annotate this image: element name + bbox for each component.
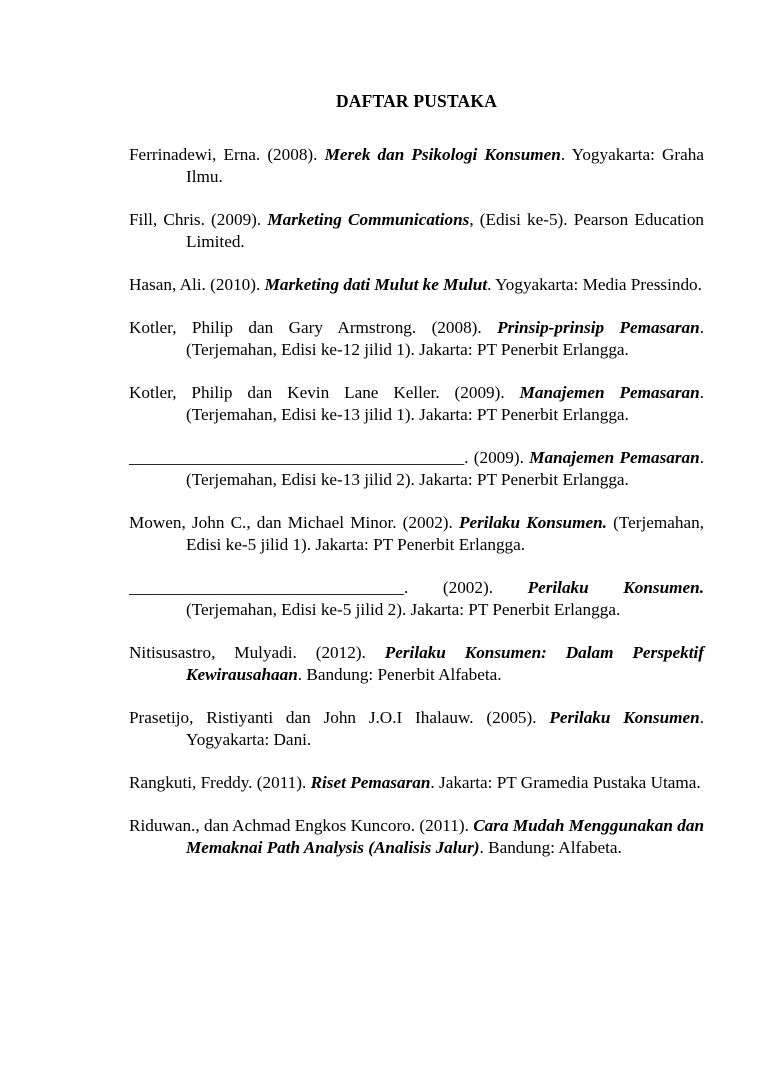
reference-author-year: Riduwan., dan Achmad Engkos Kuncoro. (2011).: [129, 816, 474, 835]
reference-entry: [129, 382, 704, 426]
reference-list: [129, 144, 704, 880]
reference-entry: [129, 274, 704, 296]
reference-title: Riset Pemasaran: [310, 773, 431, 792]
reference-author-year: Prasetijo, Ristiyanti dan John J.O.I Ihalauw. (2005).: [129, 708, 550, 727]
reference-title: Perilaku Konsumen: Dalam Perspektif Kewirausahaan: [186, 643, 704, 684]
reference-title: Cara Mudah Menggunakan dan Memaknai Path Analysis (Analisis Jalur): [186, 816, 704, 857]
reference-entry: [129, 447, 704, 491]
reference-entry: [129, 815, 704, 859]
reference-publisher: . Bandung: Penerbit Alfabeta.: [297, 665, 502, 684]
reference-author-year: Mowen, John C., dan Michael Minor. (2002).: [129, 513, 459, 532]
reference-entry: [129, 577, 704, 621]
reference-author-year: _______________________________________. (2009).: [129, 448, 530, 467]
reference-title: Perilaku Konsumen.: [527, 578, 704, 597]
reference-title: Merek dan Psikologi Konsumen: [324, 145, 561, 164]
reference-title: Manajemen Pemasaran: [519, 383, 700, 402]
page-title: DAFTAR PUSTAKA: [335, 91, 498, 111]
reference-title: Perilaku Konsumen.: [458, 513, 607, 532]
reference-publisher: (Terjemahan, Edisi ke-5 jilid 1). Jakarta: PT Penerbit Erlangga.: [186, 513, 704, 554]
reference-author-year: Hasan, Ali. (2010).: [129, 275, 265, 294]
reference-publisher: . (Terjemahan, Edisi ke-12 jilid 1). Jakarta: PT Penerbit Erlangga.: [186, 318, 704, 359]
reference-author-year: Nitisusastro, Mulyadi. (2012).: [129, 643, 385, 662]
reference-publisher: . Bandung: Alfabeta.: [479, 838, 622, 857]
reference-entry: [129, 707, 704, 751]
reference-publisher: (Terjemahan, Edisi ke-5 jilid 2). Jakarta: PT Penerbit Erlangga.: [186, 600, 621, 619]
reference-entry: [129, 512, 704, 556]
reference-author-year: Kotler, Philip dan Gary Armstrong. (2008).: [129, 318, 498, 337]
reference-title: Prinsip-prinsip Pemasaran: [497, 318, 700, 337]
reference-author-year: Ferrinadewi, Erna. (2008).: [129, 145, 325, 164]
reference-publisher: . (Terjemahan, Edisi ke-13 jilid 2). Jakarta: PT Penerbit Erlangga.: [186, 448, 704, 489]
reference-author-year: Fill, Chris. (2009).: [129, 210, 268, 229]
reference-publisher: , (Edisi ke-5). Pearson Education Limited.: [186, 210, 705, 251]
reference-publisher: . Yogyakarta: Graha Ilmu.: [186, 145, 704, 186]
reference-title: Marketing dati Mulut ke Mulut: [264, 275, 488, 294]
reference-publisher: . Yogyakarta: Media Pressindo.: [487, 275, 702, 294]
reference-publisher: . Yogyakarta: Dani.: [186, 708, 704, 749]
reference-author-year: Kotler, Philip dan Kevin Lane Keller. (2009).: [129, 383, 520, 402]
reference-entry: [129, 209, 704, 253]
reference-entry: [129, 642, 704, 686]
reference-title: Marketing Communications: [267, 210, 470, 229]
reference-entry: [129, 772, 704, 794]
reference-author-year: Rangkuti, Freddy. (2011).: [129, 773, 311, 792]
reference-publisher: . Jakarta: PT Gramedia Pustaka Utama.: [430, 773, 701, 792]
reference-entry: [129, 144, 704, 188]
reference-author-year: ________________________________. (2002).: [129, 578, 528, 597]
reference-title: Manajemen Pemasaran: [529, 448, 700, 467]
reference-entry: [129, 317, 704, 361]
reference-publisher: . (Terjemahan, Edisi ke-13 jilid 1). Jakarta: PT Penerbit Erlangga.: [186, 383, 705, 424]
reference-title: Perilaku Konsumen: [549, 708, 700, 727]
